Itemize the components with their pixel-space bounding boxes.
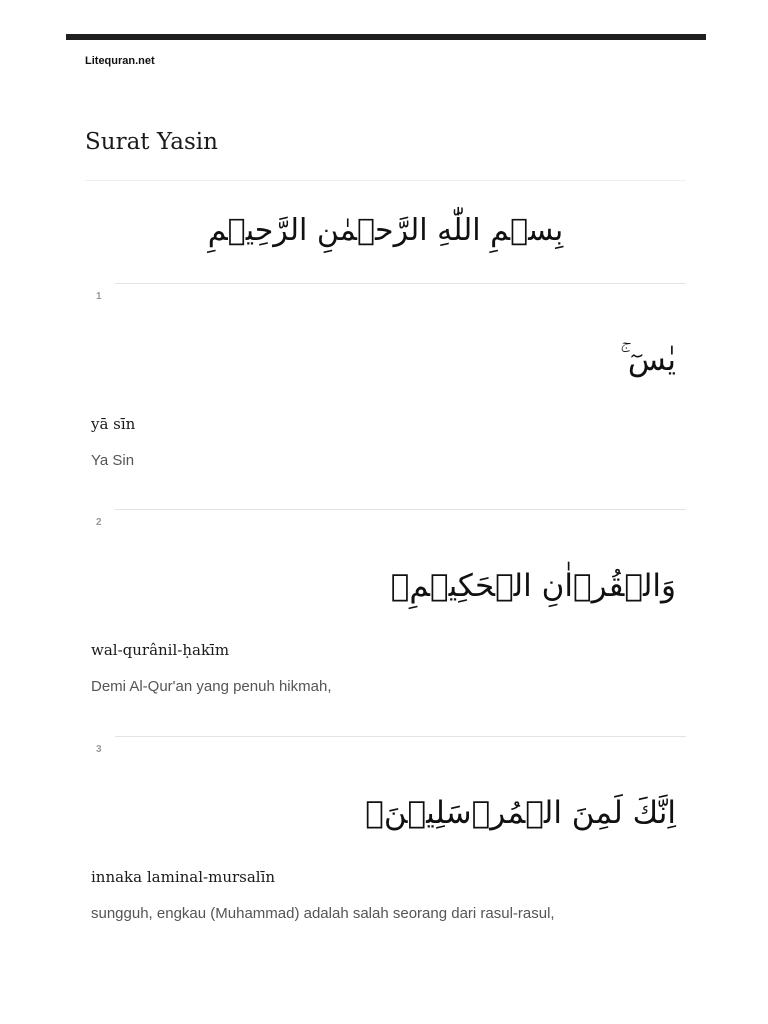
- verse-translation: sungguh, engkau (Muhammad) adalah salah seorang dari rasul-rasul,: [91, 905, 555, 922]
- title-divider: [85, 180, 686, 181]
- verse-transliteration: wal-qurânil-ḥakīm: [91, 641, 230, 659]
- verse-arabic: وَالۡقُرۡاٰنِ الۡحَكِيۡمِۙ: [390, 568, 676, 604]
- bismillah: بِسۡمِ اللّٰهِ الرَّحۡمٰنِ الرَّحِيۡمِ: [207, 213, 564, 248]
- verse-translation: Ya Sin: [91, 452, 135, 469]
- verse-transliteration: innaka laminal-mursalīn: [91, 868, 276, 886]
- page-title: Surat Yasin: [85, 129, 218, 155]
- verse-divider: [115, 509, 686, 510]
- verse-divider: [115, 736, 686, 737]
- verse-item: [85, 509, 686, 719]
- verse-arabic: اِنَّكَ لَمِنَ الۡمُرۡسَلِيۡنَۙ: [365, 795, 676, 831]
- verse-number: 1: [96, 291, 102, 302]
- verse-item: [85, 283, 686, 493]
- verse-item: [85, 736, 686, 946]
- verse-number: 2: [96, 517, 102, 528]
- site-name-link[interactable]: Litequran.net: [85, 55, 155, 67]
- verse-number: 3: [96, 744, 102, 755]
- verse-transliteration: yā sīn: [91, 415, 136, 433]
- verse-divider: [115, 283, 686, 284]
- verse-arabic: يٰسٓ ۚ: [620, 342, 676, 378]
- verse-translation: Demi Al-Qur'an yang penuh hikmah,: [91, 678, 332, 695]
- top-bar: [66, 34, 706, 40]
